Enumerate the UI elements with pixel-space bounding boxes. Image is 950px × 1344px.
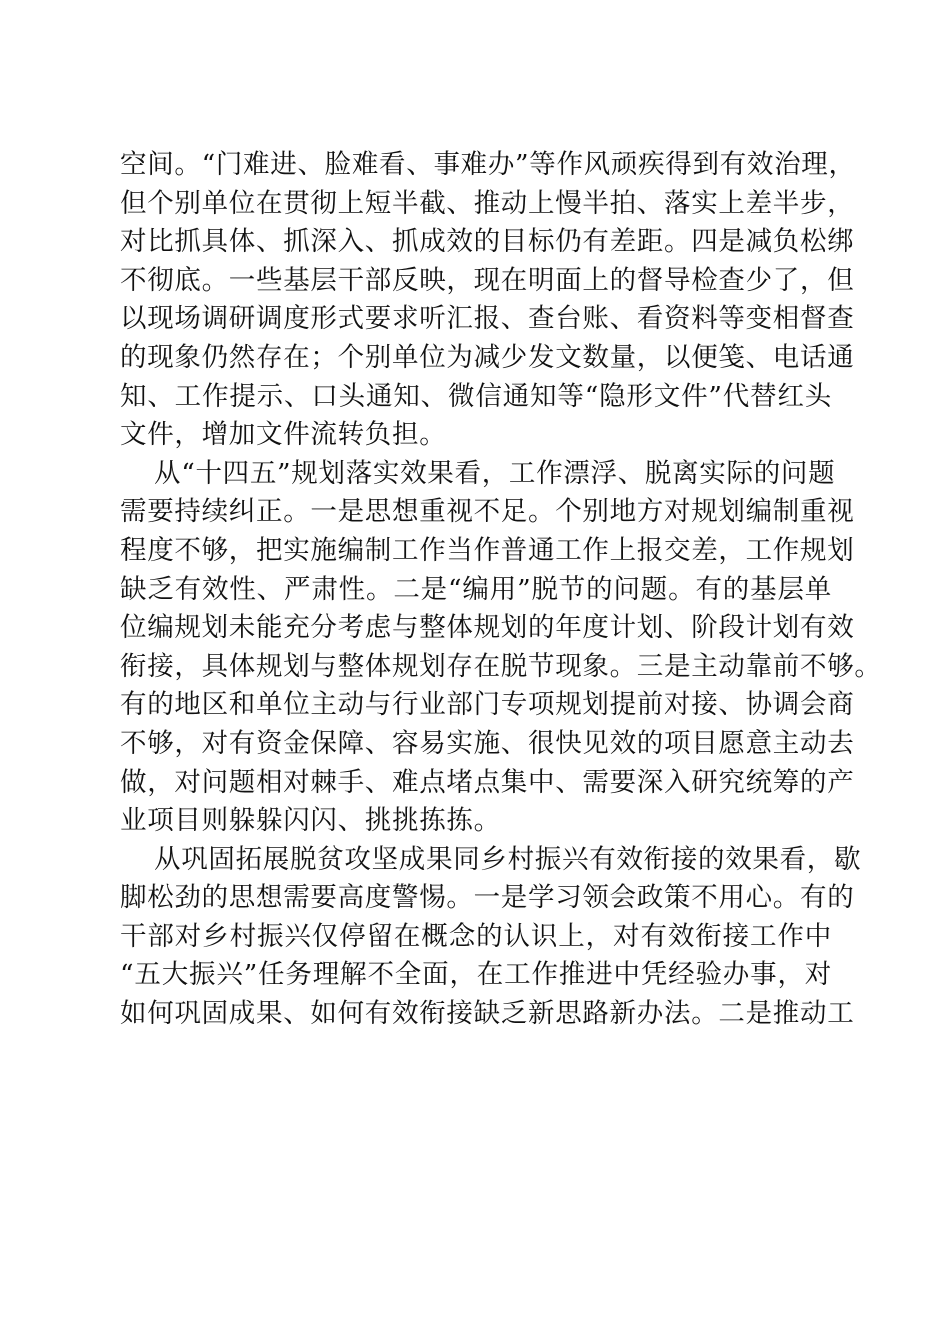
text-line: 不彻底。一些基层干部反映，现在明面上的督导检查少了，但 — [120, 264, 855, 296]
paragraph-2 — [120, 455, 882, 841]
text-line: 的现象仍然存在；个别单位为减少发文数量，以便笺、电话通 — [120, 341, 855, 373]
text-line: “五大振兴”任务理解不全面，在工作推进中凭经验办事，对 — [120, 959, 832, 991]
text-line: 以现场调研调度形式要求听汇报、查台账、看资料等变相督查 — [120, 303, 855, 335]
text-line: 缺乏有效性、严肃性。二是“编用”脱节的问题。有的基层单 — [120, 573, 832, 605]
text-line: 干部对乡村振兴仅停留在概念的认识上，对有效衔接工作中 — [120, 920, 832, 952]
text-line: 对比抓具体、抓深入、抓成效的目标仍有差距。四是减负松绑 — [120, 226, 855, 258]
text-line: 空间。“门难进、脸难看、事难办”等作风顽疾得到有效治理， — [120, 149, 856, 180]
text-line: 不够，对有资金保障、容易实施、很快见效的项目愿意主动去 — [120, 727, 855, 759]
text-line: 从巩固拓展脱贫攻坚成果同乡村振兴有效衔接的效果看，歇 — [154, 843, 862, 875]
paragraph-1 — [120, 146, 856, 455]
text-line: 业项目则躲躲闪闪、挑挑拣拣。 — [120, 805, 501, 837]
text-line: 但个别单位在贯彻上短半截、推动上慢半拍、落实上差半步， — [120, 187, 855, 219]
document-body — [120, 146, 882, 1034]
text-line: 位编规划未能充分考虑与整体规划的年度计划、阶段计划有效 — [120, 612, 855, 644]
text-line: 如何巩固成果、如何有效衔接缺乏新思路新办法。二是推动工 — [120, 998, 855, 1030]
text-line: 衔接，具体规划与整体规划存在脱节现象。三是主动靠前不够。 — [120, 650, 882, 682]
text-line: 程度不够，把实施编制工作当作普通工作上报交差，工作规划 — [120, 534, 855, 566]
text-line: 做，对问题相对棘手、难点堵点集中、需要深入研究统筹的产 — [120, 766, 855, 798]
text-line: 有的地区和单位主动与行业部门专项规划提前对接、协调会商 — [120, 689, 855, 721]
text-line: 文件，增加文件流转负担。 — [120, 419, 447, 451]
paragraph-3 — [120, 841, 862, 1034]
text-line: 需要持续纠正。一是思想重视不足。个别地方对规划编制重视 — [120, 496, 855, 528]
text-line: 脚松劲的思想需要高度警惕。一是学习领会政策不用心。有的 — [120, 882, 855, 914]
text-line: 知、工作提示、口头通知、微信通知等“隐形文件”代替红头 — [120, 380, 832, 412]
text-line: 从“十四五”规划落实效果看，工作漂浮、脱离实际的问题 — [154, 457, 836, 489]
